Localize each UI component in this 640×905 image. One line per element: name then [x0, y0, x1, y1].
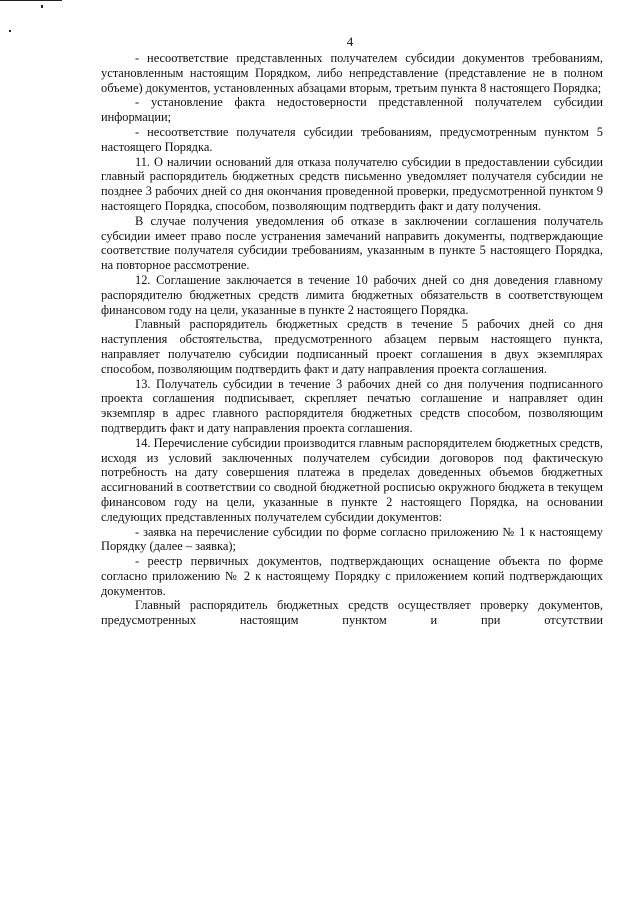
- paragraph-refusal-notice: В случае получения уведомления об отказе в заключении соглашения получатель субсидии имеет право после устранения замечаний направить документы, подтверждающие соответствие получателя субсидии требованиям, указанным в пункте 5 настоящего Порядка, на повторное рассмотрение.: [101, 213, 603, 273]
- paragraph-item-13: 13. Получатель субсидии в течение 3 рабочих дней со дня получения подписанного проекта соглашения подписывает, скрепляет печатью соглашение и направляет один экземпляр в адрес главного распорядителя бюджетных средств способом, позволяющим подтвердить факт и дату направления проекта соглашения.: [101, 376, 603, 435]
- page-number: 4: [346, 34, 354, 49]
- paragraph-item-11: 11. О наличии оснований для отказа получателю субсидии в предоставлении субсидии главный распорядитель бюджетных средств письменно уведомляет получателя субсидии не позднее 3 рабочих дней со дня окончания проведенной проверки, предусмотренной пунктом 9 настоящего Порядка, способом, позволяющим подтвердить факт и дату получения.: [101, 154, 603, 213]
- paragraph-registry: - реестр первичных документов, подтверждающих оснащение объекта по форме согласно приложению № 2 к настоящему Порядку с приложением копий подтверждающих документов.: [101, 554, 603, 598]
- scan-artifact-dot: [41, 5, 43, 8]
- document-body: [101, 51, 603, 628]
- scan-artifact-dot: [9, 30, 11, 32]
- scan-artifact-line: [0, 0, 62, 1]
- paragraph-item-14: 14. Перечисление субсидии производится главным распорядителем бюджетных средств, исходя из условий заключенных получателем субсидии договоров под фактическую потребность на дату совершения платежа в пределах доведенных объемов бюджетных ассигнований в соответствии со сводной бюджетной росписью окружного бюджета в текущем финансовом году на цели, указанные в пункте 2 настоящего Порядка, на основании следующих представленных получателем субсидии документов:: [101, 435, 603, 524]
- paragraph-item-12: 12. Соглашение заключается в течение 10 рабочих дней со дня доведения главному распорядителю бюджетных средств лимита бюджетных обязательств в соответствующем финансовом году на цели, указанные в пункте 2 настоящего Порядка.: [101, 272, 603, 317]
- paragraph-requirements-mismatch: - несоответствие получателя субсидии требованиям, предусмотренным пунктом 5 настоящего Порядка.: [101, 124, 603, 154]
- paragraph-draft-agreement: Главный распорядитель бюджетных средств в течение 5 рабочих дней со дня наступления обстоятельства, предусмотренного абзацем первым настоящего пункта, направляет получателю субсидии подписанный проект соглашения в двух экземплярах способом, позволяющим подтвердить факт и дату направления проекта соглашения.: [101, 317, 603, 376]
- paragraph-verification: Главный распорядитель бюджетных средств осуществляет проверку документов, предусмотренных настоящим пунктом и при отсутствии: [101, 598, 603, 628]
- paragraph-request: - заявка на перечисление субсидии по форме согласно приложению № 1 к настоящему Порядку (далее – заявка);: [101, 524, 603, 554]
- paragraph-doc-mismatch: - несоответствие представленных получателем субсидии документов требованиям, установленным настоящим Порядком, либо непредставление (представление не в полном объеме) документов, установленных абзацами вторым, третьим пункта 8 настоящего Порядка;: [101, 51, 603, 95]
- paragraph-false-info: - установление факта недостоверности представленной получателем субсидии информации;: [101, 95, 603, 125]
